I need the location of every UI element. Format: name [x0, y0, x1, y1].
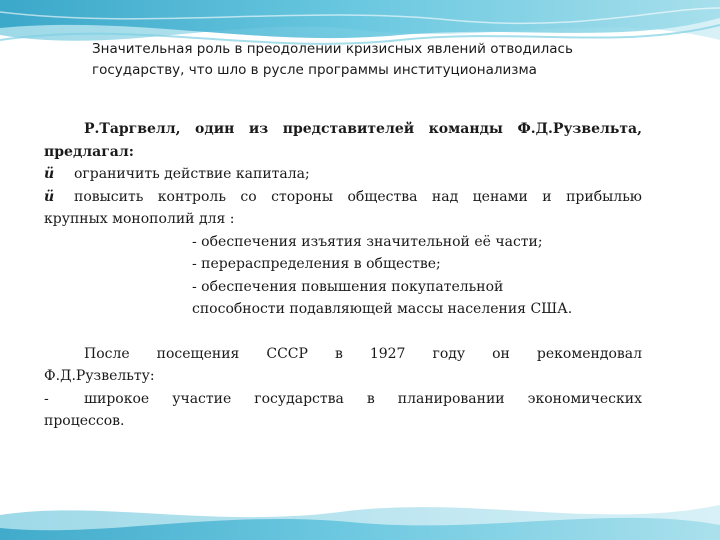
spacer — [44, 321, 642, 343]
paragraph-1-line-2: предлагал: — [44, 143, 134, 160]
bullet-1 — [44, 163, 642, 186]
dash-item-text-line-2: процессов. — [44, 413, 125, 429]
dash-marker: - — [44, 390, 49, 407]
paragraph-2-line-1: После посещения СССР в 1927 году он рекомендовал — [84, 345, 642, 362]
bullet-2-text-line-1: повысить контроль со стороны общества над ценами и прибылью — [74, 188, 642, 205]
sub-item-3: - обеспечения повышения покупательной — [192, 278, 504, 295]
paragraph-2-line-2: Ф.Д.Рузвельту: — [44, 368, 155, 384]
check-icon: ü — [44, 166, 55, 182]
bullet-2 — [44, 186, 642, 209]
title-line-1: Значительная роль в преодолении кризисных явлений отводилась — [92, 41, 573, 57]
title-line-2: государству, что шло в русле программы институционализма — [92, 62, 537, 78]
sub-item-3-cont: способности подавляющей массы населения США. — [192, 301, 573, 317]
bullet-1-text: ограничить действие капитала; — [74, 166, 310, 182]
sub-item-2: - перераспределения в обществе; — [192, 256, 441, 272]
bullet-2-text-line-2: крупных монополий для : — [44, 211, 235, 227]
sub-item-1: - обеспечения изъятия значительной её части; — [192, 233, 543, 250]
slide-body — [44, 118, 642, 433]
slide-title — [92, 39, 692, 81]
check-icon: ü — [44, 188, 55, 205]
paragraph-1-line-1: Р.Таргвелл, один из представителей команды Ф.Д.Рузвельта, — [84, 121, 642, 137]
dash-item-text-line-1: широкое участие государства в планировании экономических — [84, 390, 642, 407]
dash-item — [44, 388, 642, 411]
